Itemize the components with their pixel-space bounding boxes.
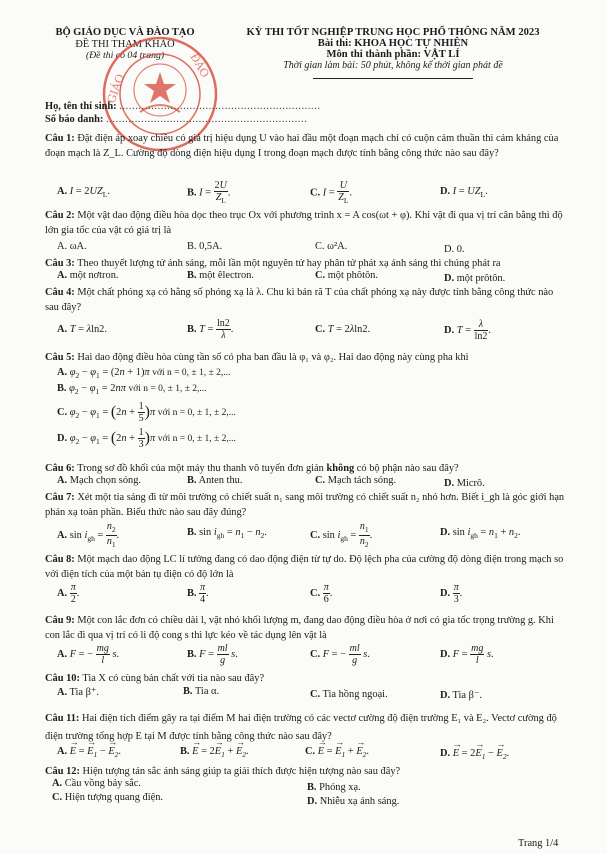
option-c[interactable]: C. T = 2λln2. <box>315 324 371 335</box>
option-c[interactable] <box>315 475 396 486</box>
option-letter: D. <box>444 273 455 284</box>
option-d[interactable]: D. T = $\frac{\lambda}{\ln 2}$ . <box>444 319 491 342</box>
text: Hiện tượng quang điện. <box>64 792 163 803</box>
header-right <box>228 27 558 79</box>
option-letter: A. <box>57 648 68 660</box>
option-letter: A. <box>57 529 68 541</box>
question-12 <box>45 764 565 779</box>
question-label: Câu 5: <box>45 352 75 363</box>
option-c[interactable] <box>52 792 163 803</box>
question-label: Câu 6: <box>45 463 75 474</box>
option-letter: C. <box>310 648 321 660</box>
option-letter: A. <box>57 324 68 335</box>
question-11 <box>45 710 565 746</box>
option-letter: D. <box>444 478 455 489</box>
component-name: Môn thi thành phần: VẬT LÍ <box>326 49 460 60</box>
question-text: Tia X có cùng bản chất với tia nào sau đây? <box>82 673 265 684</box>
text: Tia hồng ngoại. <box>322 689 388 700</box>
text: với n = 0, ± 1, ± 2,... <box>157 407 236 418</box>
option-letter: D. <box>57 432 68 444</box>
header-divider <box>313 78 473 79</box>
candidate-id-field[interactable] <box>45 114 307 125</box>
option-letter: A. <box>57 475 68 486</box>
option-letter: C. <box>310 529 321 541</box>
option-letter: A. <box>52 778 63 789</box>
question-label: Câu 12: <box>45 766 80 777</box>
option-a[interactable]: A. T = λln2. <box>57 324 107 335</box>
question-11-options <box>0 746 607 762</box>
candidate-name-label: Họ, tên thí sinh: <box>45 101 117 112</box>
option-b[interactable] <box>183 686 219 697</box>
option-letter: C. <box>310 689 321 700</box>
option-c[interactable]: C. F = − $\frac{ml}{g}$ s. <box>310 643 370 666</box>
option-a[interactable]: A. F = − $\frac{mg}{l}$ s. <box>57 643 120 666</box>
page-number: Trang 1/4 <box>518 838 559 849</box>
option-letter: C. <box>315 270 326 281</box>
option-c[interactable]: C. $\sin i_{gh}$ = $\frac{n_1}{n_2}$ . <box>310 521 373 549</box>
option-c[interactable]: C. $\varphi_2 - \varphi_1 = (2n$ + $\frac{1}{5}$ )π với n = 0, ± 1, ± 2,... <box>57 401 236 424</box>
option-letter: B. <box>187 475 197 486</box>
svg-text:GIÁO: GIÁO <box>104 72 128 106</box>
option-d[interactable]: D. $I = UZ_L$. <box>440 186 488 200</box>
option-letter: C. <box>52 792 63 803</box>
option-letter: D. <box>440 648 451 660</box>
text: 6 <box>323 594 329 605</box>
question-7 <box>45 490 565 520</box>
candidate-name-dots: ............................................................... <box>119 101 321 112</box>
text: Tia α. <box>194 686 220 697</box>
question-6-options <box>0 475 607 489</box>
candidate-id-dots: ............................................................... <box>105 114 308 125</box>
option-letter: B. <box>187 587 197 599</box>
text: Nhiễu xạ ánh sáng. <box>319 796 400 807</box>
question-text: Một mạch dao động LC lí tưởng đang có dao động điện từ tự do. Độ lệch pha của cường độ dòng điện trong mạch so với điện tích của một bản tụ điện có độ lớn là <box>45 554 564 580</box>
test-name: Bài thi: KHOA HỌC TỰ NHIÊN <box>317 38 469 49</box>
option-a[interactable]: A. $\frac{\pi}{2}$ . <box>57 582 80 605</box>
question-text: Hiện tượng tán sắc ánh sáng giúp ta giải thích được hiện tượng nào sau đây? <box>82 766 401 777</box>
option-c[interactable] <box>315 270 378 281</box>
text: Tia β⁻. <box>452 690 482 701</box>
question-label: Câu 2: <box>45 210 75 221</box>
option-a[interactable] <box>57 475 141 486</box>
question-8 <box>45 552 565 582</box>
option-letter: B. <box>180 746 190 757</box>
option-b[interactable]: B. I = $\frac{2U}{Z_L}$ . <box>187 180 231 205</box>
question-10-options <box>0 686 607 700</box>
question-3 <box>45 256 565 271</box>
option-b[interactable]: B. F = $\frac{ml}{g}$ s. <box>187 643 238 666</box>
question-10 <box>45 671 565 686</box>
question-8-options <box>0 582 607 610</box>
question-label: Câu 10: <box>45 673 80 684</box>
question-3-options <box>0 270 607 284</box>
option-letter: D. <box>444 324 455 336</box>
question-label: Câu 11: <box>45 713 80 724</box>
question-9 <box>45 613 565 643</box>
question-label: Câu 8: <box>45 554 75 565</box>
question-1 <box>45 131 565 161</box>
question-4 <box>45 285 565 315</box>
option-d[interactable] <box>444 273 505 284</box>
option-c[interactable]: C. ω²A. <box>315 241 348 252</box>
option-letter: C. <box>315 475 326 486</box>
option-d[interactable] <box>307 796 399 807</box>
option-letter: D. <box>440 690 451 701</box>
option-letter: B. <box>187 323 197 335</box>
text: Anten thu. <box>198 475 243 486</box>
option-letter: C. <box>310 187 321 199</box>
question-2-options <box>0 241 607 255</box>
option-b[interactable] <box>187 270 254 281</box>
option-d[interactable]: D. F = $\frac{mg}{l}$ s. <box>440 643 494 666</box>
exam-title: KỲ THI TỐT NGHIỆP TRUNG HỌC PHỔ THÔNG NĂM 2023 <box>246 27 540 38</box>
option-a[interactable]: A. ωA. <box>57 241 87 252</box>
question-5 <box>45 350 565 365</box>
question-text: Hai điện tích điểm gây ra tại điểm M hai điện trường có các vectơ cường độ điện trường E₁ và E₂. Vectơ cường độ điện trường tổng hợp E tại M được tính bằng công thức nào sau đây? <box>45 713 557 742</box>
page-count-note: (Đề thi có 04 trang) <box>85 50 165 61</box>
option-letter: không <box>326 463 355 474</box>
option-letter: A. <box>57 687 68 698</box>
question-label: Câu 9: <box>45 615 75 626</box>
option-letter: A. <box>57 186 68 197</box>
option-letter: B. <box>307 782 317 793</box>
text: Tia β⁺. <box>69 687 99 698</box>
option-a[interactable]: A. $I = 2UZ_L$. <box>57 186 110 200</box>
question-text: Xét một tia sáng đi từ môi trường có chiết suất n₁ sang môi trường có chiết suất n₂ nhỏ hơn. Biết i_gh là góc giới hạn phản xạ toàn phần. Biểu thức nào sau đây đúng? <box>45 492 565 518</box>
option-letter: B. <box>187 527 197 538</box>
option-d[interactable] <box>440 689 482 701</box>
text: một êlectron. <box>199 270 254 281</box>
candidate-id-label: Số báo danh: <box>45 114 104 125</box>
question-12-options <box>0 778 607 810</box>
option-a[interactable]: A. → E = → $E_1$ − → $E_2$. <box>57 746 121 759</box>
text: Trong sơ đồ khối của một máy thu thanh vô tuyến đơn giản <box>77 463 327 474</box>
option-letter: B. <box>187 648 197 660</box>
question-text: Theo thuyết lượng tử ánh sáng, mỗi lần một nguyên tử hay phân tử phát xạ ánh sáng thì chúng phát ra <box>77 258 501 269</box>
question-text: Hai dao động điều hòa cùng tần số có pha ban đầu là φ₁ và φ₂. Hai dao động này cùng pha khi <box>77 352 469 363</box>
svg-text:ĐÀO: ĐÀO <box>187 51 212 80</box>
text: Mạch chọn sóng. <box>69 475 141 486</box>
text: một phôtôn. <box>327 270 378 281</box>
option-d[interactable]: D. 0. <box>444 244 465 255</box>
text: với n = 0, ± 1, ± 2,... <box>152 368 231 378</box>
option-letter: C. <box>305 746 316 757</box>
question-label: Câu 7: <box>45 492 75 503</box>
option-letter: C. <box>310 587 321 599</box>
option-letter: A. <box>57 587 68 599</box>
option-b[interactable]: B. 0,5A. <box>187 241 223 252</box>
option-d[interactable]: D. $\varphi_2 - \varphi_1 = (2n$ + $\frac{1}{3}$ )π với n = 0, ± 1, ± 2,... <box>57 427 236 450</box>
option-c[interactable] <box>310 689 388 700</box>
option-d[interactable] <box>444 478 485 489</box>
text: với n = 0, ± 1, ± 2,... <box>157 433 236 444</box>
text: Cầu vồng bảy sắc. <box>64 778 141 789</box>
question-9-options <box>0 643 607 671</box>
question-7-options <box>0 521 607 549</box>
text: một nơtron. <box>69 270 119 281</box>
option-a[interactable] <box>57 270 119 281</box>
text: 3 <box>453 594 459 605</box>
option-d[interactable]: D. $\sin i_{gh} = n_1 + n_2$. <box>440 527 521 541</box>
option-b[interactable]: B. → $E = 2\to E_1$ + → $E_2$. <box>180 746 249 759</box>
option-a[interactable] <box>52 778 141 789</box>
question-1-options <box>0 180 607 206</box>
text: một prôtôn. <box>456 273 506 284</box>
option-letter: B. <box>187 187 197 199</box>
ministry-name: BỘ GIÁO DỤC VÀ ĐÀO TẠO <box>55 27 195 38</box>
option-letter: B. <box>183 686 193 697</box>
option-a[interactable] <box>57 686 99 698</box>
question-5-options <box>57 367 557 457</box>
option-b[interactable]: B. $\frac{\pi}{4}$ . <box>187 582 209 605</box>
question-text: Một vật dao động điều hòa dọc theo trục Ox với phương trình x = A cos(ωt + φ). Khi vật đi qua vị trí cân bằng thì độ lớn gia tốc của vật có giá trị là <box>45 210 563 236</box>
option-letter: B. <box>187 270 197 281</box>
question-2 <box>45 208 565 238</box>
option-letter: D. <box>307 796 318 807</box>
option-c[interactable]: C. $\frac{\pi}{6}$ . <box>310 582 333 605</box>
text: Mạch tách sóng. <box>327 475 397 486</box>
option-c[interactable]: C. → E = → $E_1$ + → $E_2$. <box>305 746 369 759</box>
option-b[interactable]: B. T = $\frac{\ln 2}{\lambda}$ . <box>187 318 234 341</box>
option-b[interactable]: B. $\sin i_{gh} = n_1 - n_2$. <box>187 527 267 541</box>
option-b[interactable] <box>187 475 242 486</box>
option-letter: A. <box>57 746 68 757</box>
option-d[interactable]: D. → $E = 2\to E_1$ − → $E_2$. <box>440 748 509 761</box>
option-letter: A. <box>57 270 68 281</box>
option-d[interactable]: D. $\frac{\pi}{3}$ . <box>440 582 463 605</box>
option-letter: C. <box>57 406 68 418</box>
option-letter: C. <box>315 324 326 335</box>
option-a[interactable]: A. $\varphi_2 - \varphi_1 = (2n + 1)\pi$ với n = 0, ± 1, ± 2,... <box>57 367 231 381</box>
option-letter: B. <box>57 383 67 394</box>
option-b[interactable]: B. $\varphi_2 - \varphi_1 = 2n\pi$ với n = 0, ± 1, ± 2,... <box>57 383 207 397</box>
question-4-options <box>0 318 607 346</box>
option-a[interactable]: A. $\sin i_{gh}$ = $\frac{n_2}{n_1}$ . <box>57 521 120 549</box>
option-letter: D. <box>440 587 451 599</box>
text: có bộ phận nào sau đây? <box>354 463 459 474</box>
time-note: Thời gian làm bài: 50 phút, không kể thời gian phát đề <box>283 60 503 71</box>
option-letter: D. <box>440 527 451 538</box>
text: Phóng xạ. <box>319 782 361 793</box>
question-text: Một chất phóng xạ có hằng số phóng xạ là λ. Chu kì bán rã T của chất phóng xạ này được tính bằng công thức nào sau đây? <box>45 287 554 313</box>
question-label: Câu 1: <box>45 133 75 144</box>
option-letter: D. <box>440 748 451 759</box>
text: với n = 0, ± 1, ± 2,... <box>128 384 207 394</box>
exam-type: ĐỀ THI THAM KHẢO <box>75 39 175 50</box>
text: Micrô. <box>456 478 485 489</box>
candidate-name-field[interactable] <box>45 101 321 112</box>
text: 4 <box>200 594 206 605</box>
question-label: Câu 3: <box>45 258 75 269</box>
question-text: Một con lắc đơn có chiều dài l, vật nhỏ khối lượng m, đang dao động điều hòa ở nơi có gia tốc trọng trường g. Khi con lắc đi qua vị trí có li độ cong s thì lực kéo về tác dụng lên vật là <box>45 615 554 641</box>
option-letter: A. <box>57 367 68 378</box>
option-c[interactable]: C. I = $\frac{U}{Z_L}$ . <box>310 180 353 205</box>
text: 2 <box>70 594 76 605</box>
question-6 <box>45 461 565 476</box>
option-letter: D. <box>440 186 451 197</box>
question-text: Đặt điện áp xoay chiều có giá trị hiệu dụng U vào hai đầu một đoạn mạch chỉ có cuộn cảm thuần thì cảm kháng của đoạn mạch là Z_L. Cường độ dòng điện hiệu dụng I trong đoạn mạch được tính bằng công thức nào sau đây? <box>45 133 559 159</box>
option-b[interactable] <box>307 782 361 793</box>
question-label: Câu 4: <box>45 287 75 298</box>
